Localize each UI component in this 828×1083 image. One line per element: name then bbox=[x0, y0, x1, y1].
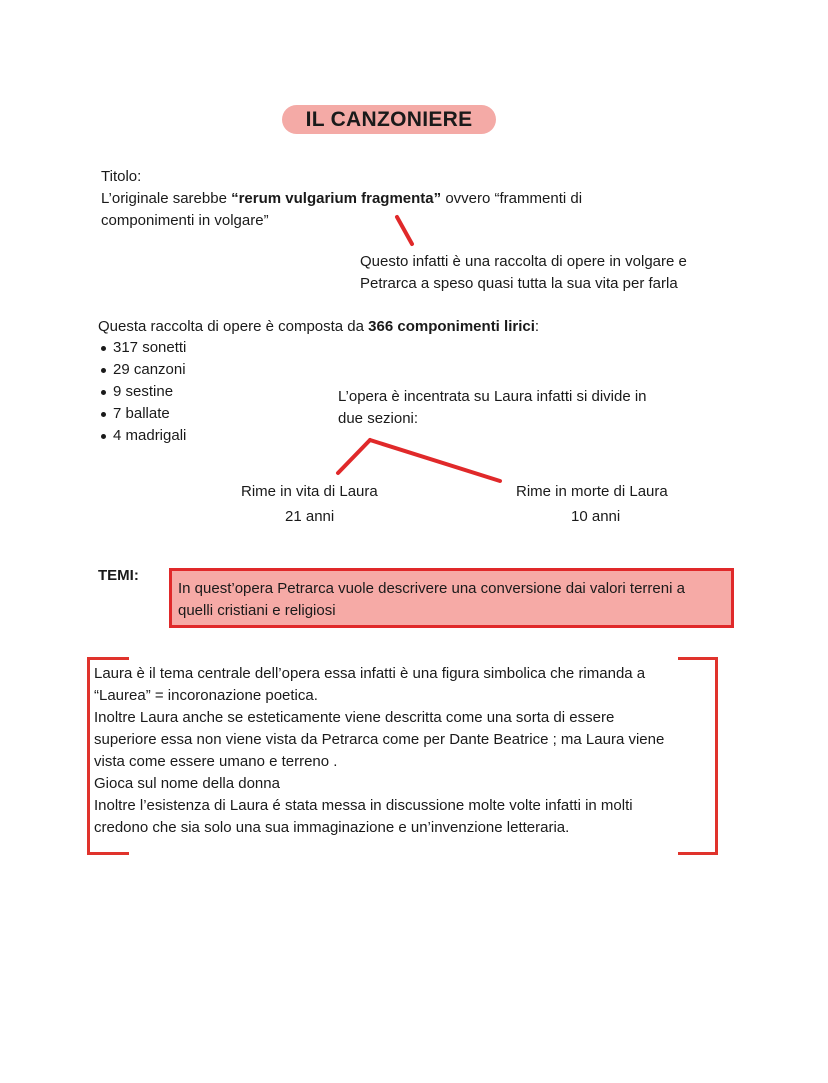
title-connector-stroke bbox=[397, 217, 412, 244]
composizione-intro-suffix: : bbox=[534, 318, 540, 335]
list-item: 4 madrigali bbox=[98, 425, 186, 447]
right-bracket bbox=[678, 657, 718, 855]
list-item: 29 canzoni bbox=[98, 359, 186, 381]
raccolta-note-line-1: Questo infatti è una raccolta di opere in volgare e bbox=[360, 253, 687, 270]
titolo-line-1-suffix: ovvero “frammenti di bbox=[441, 190, 583, 207]
right-branch-stroke bbox=[370, 440, 500, 481]
temi-highlight-box bbox=[169, 568, 734, 628]
temi-box-line-1: In quest’opera Petrarca vuole descrivere una conversione dai valori terreni a bbox=[178, 580, 685, 597]
temi-label: TEMI: bbox=[98, 567, 139, 584]
list-item: 317 sonetti bbox=[98, 337, 186, 359]
laura-paragraph bbox=[94, 663, 664, 839]
laura-line: Gioca sul nome della donna bbox=[94, 775, 280, 792]
laura-line: credono che sia solo una sua immaginazione e un’invenzione letteraria. bbox=[94, 819, 570, 836]
sezione-vita-years: 21 anni bbox=[285, 508, 335, 525]
page-title: IL CANZONIERE bbox=[282, 105, 496, 134]
laura-line: superiore essa non viene vista da Petrarca come per Dante Beatrice ; ma Laura viene bbox=[94, 731, 665, 748]
laura-line: vista come essere umano e terreno . bbox=[94, 753, 338, 770]
composizione-count-bold: 366 componimenti lirici bbox=[368, 318, 535, 335]
list-item: 7 ballate bbox=[98, 403, 186, 425]
sezioni-intro-line-1: L’opera è incentrata su Laura infatti si divide in bbox=[338, 388, 647, 405]
laura-line: Laura è il tema centrale dell’opera essa infatti è una figura simbolica che rimanda a bbox=[94, 665, 646, 682]
titolo-label: Titolo: bbox=[101, 168, 142, 185]
left-branch-stroke bbox=[338, 440, 370, 473]
laura-line: Inoltre l’esistenza di Laura é stata messa in discussione molte volte infatti in molti bbox=[94, 797, 633, 814]
list-item: 9 sestine bbox=[98, 381, 186, 403]
laura-line: Inoltre Laura anche se esteticamente viene descritta come una sorta di essere bbox=[94, 709, 615, 726]
composizione-intro-prefix: Questa raccolta di opere è composta da bbox=[98, 318, 369, 335]
temi-box-line-2: quelli cristiani e religiosi bbox=[178, 602, 336, 619]
sezione-vita-name: Rime in vita di Laura bbox=[241, 483, 378, 500]
laura-line: “Laurea” = incoronazione poetica. bbox=[94, 687, 318, 704]
raccolta-note-line-2: Petrarca a speso quasi tutta la sua vita per farla bbox=[360, 275, 678, 292]
sezione-morte-name: Rime in morte di Laura bbox=[516, 483, 668, 500]
sezione-morte-years: 10 anni bbox=[571, 508, 621, 525]
titolo-line-1-prefix: L’originale sarebbe bbox=[101, 190, 232, 207]
titolo-line-2: componimenti in volgare” bbox=[101, 212, 269, 229]
original-title-bold: “rerum vulgarium fragmenta” bbox=[231, 190, 442, 207]
sezioni-intro-line-2: due sezioni: bbox=[338, 410, 419, 427]
